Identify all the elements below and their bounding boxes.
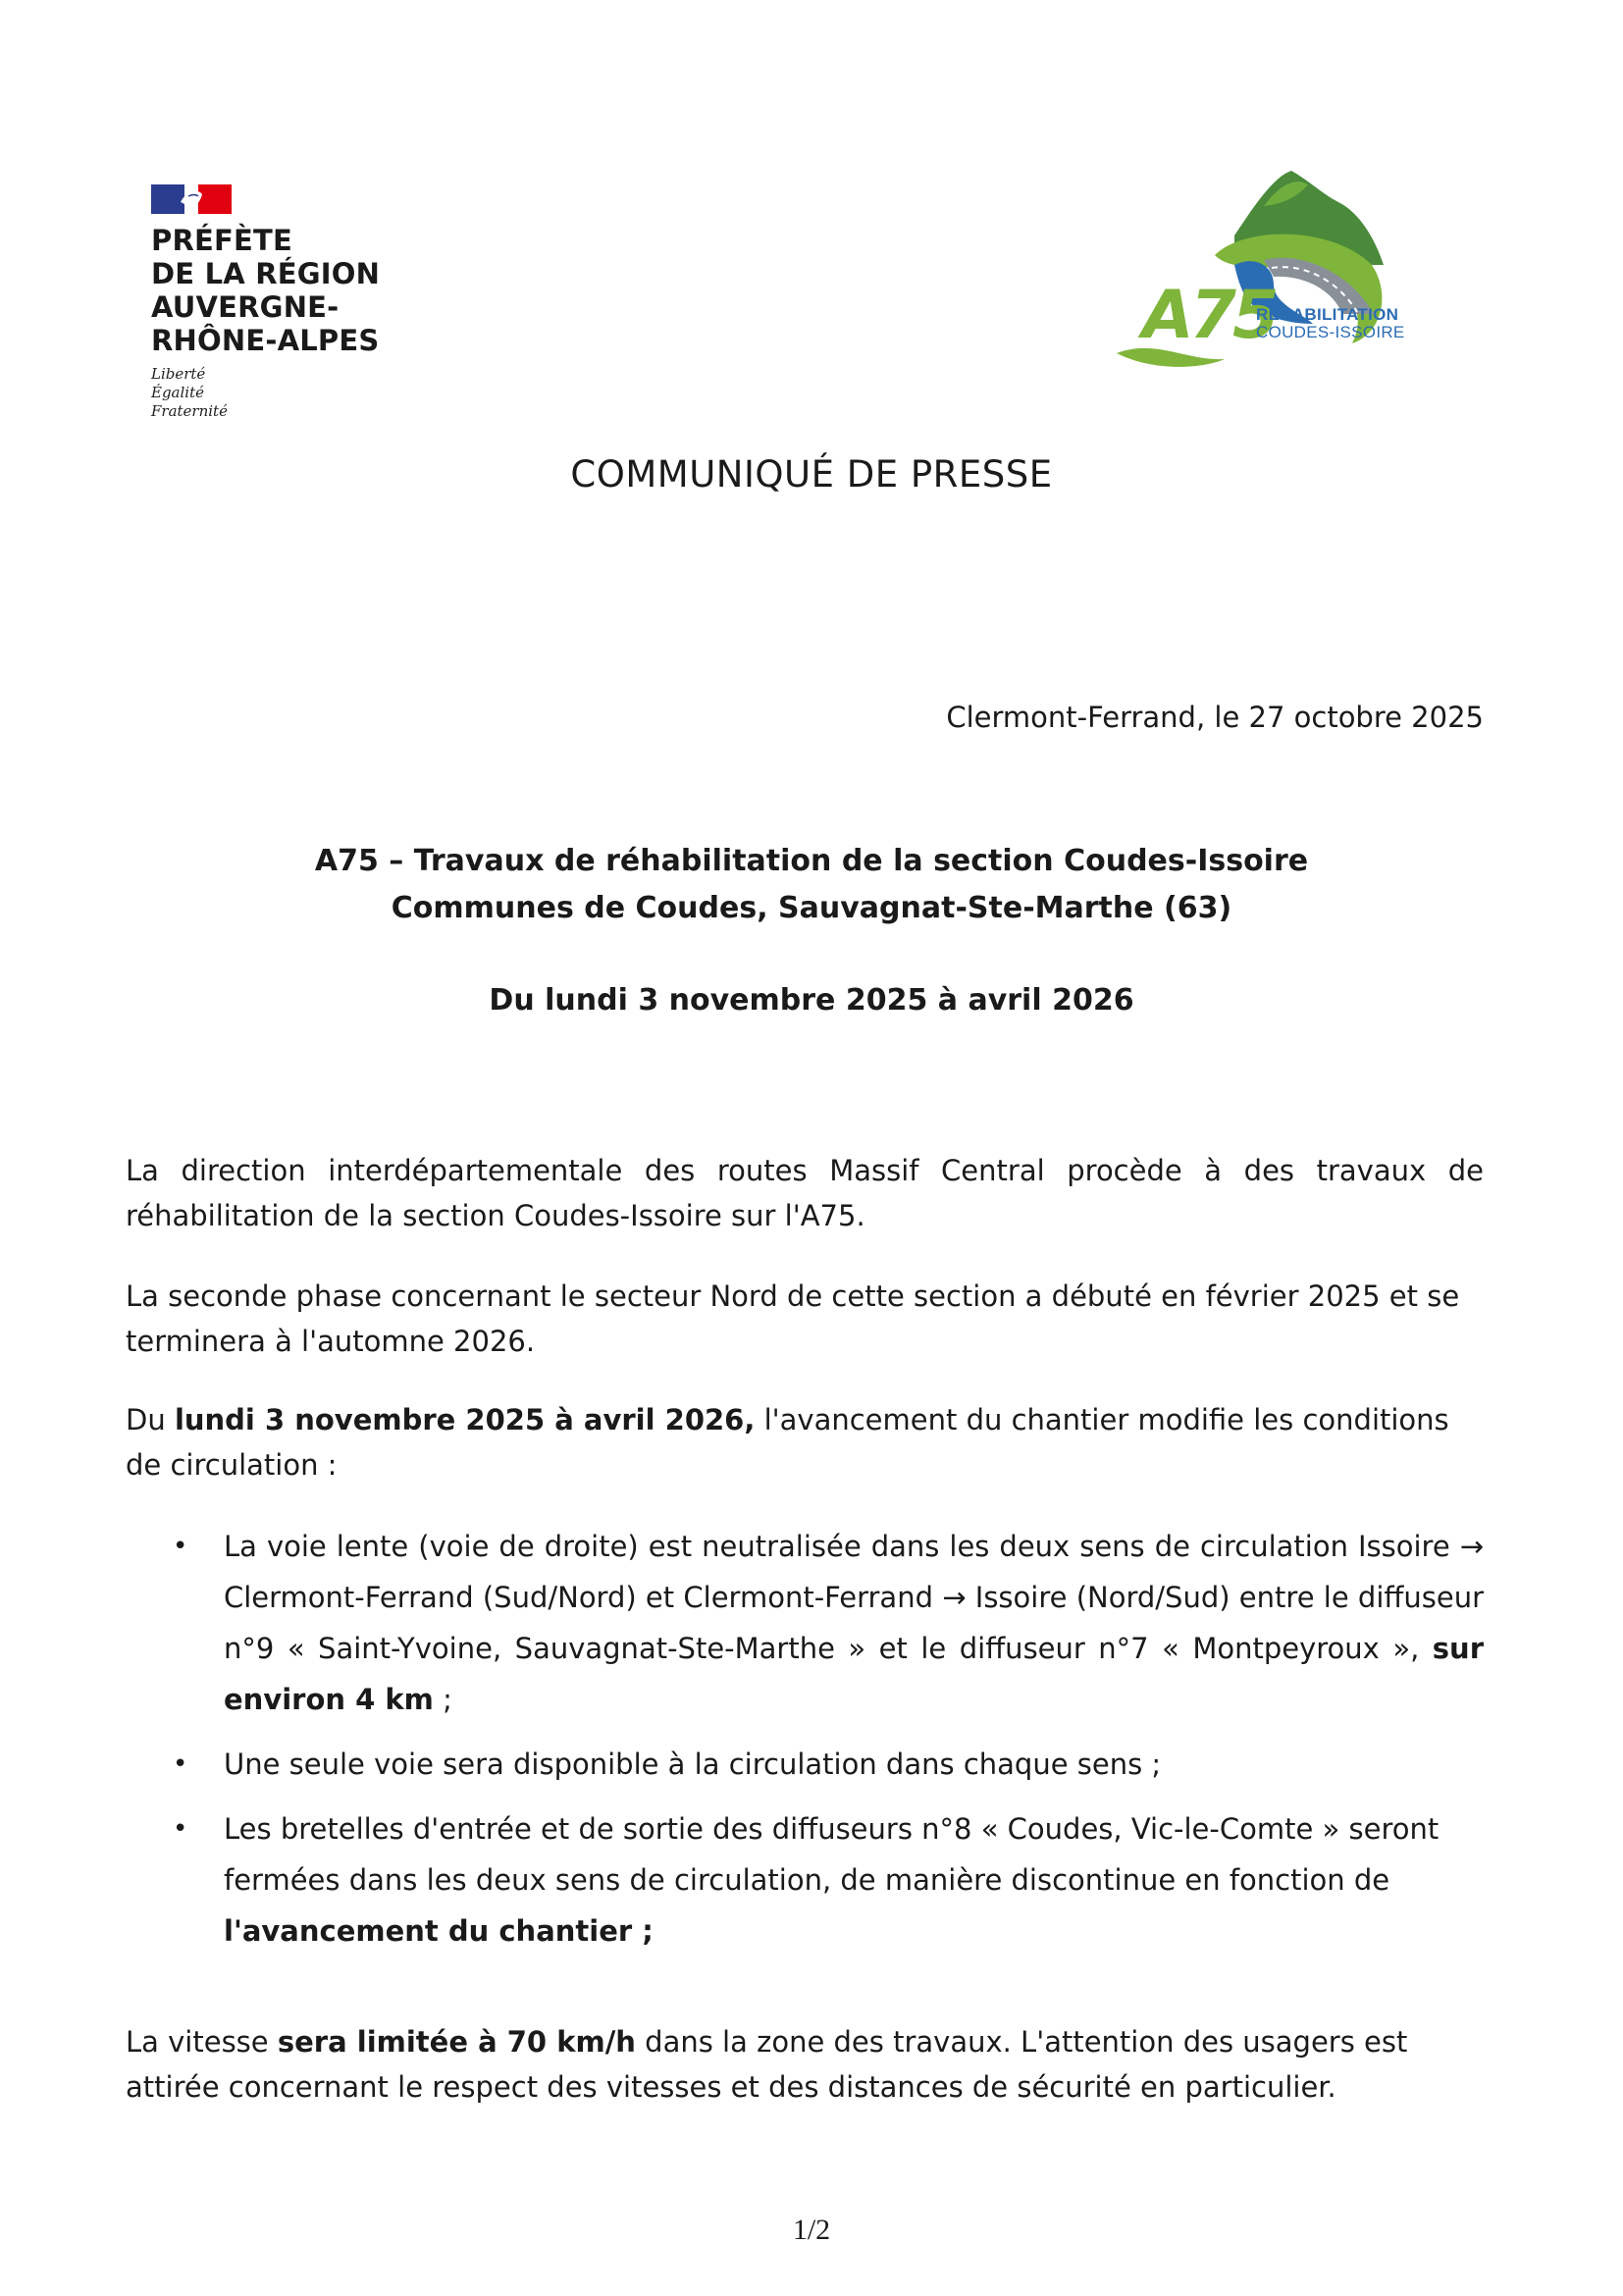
prefecture-name-line: DE LA RÉGION [151,257,381,290]
phase-paragraph: La seconde phase concernant le secteur Nord de cette section a débuté en février 2025 et se terminera à l'automne 2026. [126,1279,1460,1358]
bullet-icon: • [173,1749,188,1779]
prefecture-name-line: AUVERGNE- [151,290,340,324]
bullet-icon: • [173,1532,188,1561]
para4-bold: sera limitée à 70 km/h [277,2025,636,2059]
prefecture-name-line: RHÔNE-ALPES [151,324,380,357]
conditions-list [173,1521,1484,1957]
list-item [173,1739,1484,1790]
list-item-bold: l'avancement du chantier ; [224,1914,654,1948]
prefecture-block [151,183,406,421]
date-line: Clermont-Ferrand, le 27 octobre 2025 [946,701,1484,734]
intro-paragraph: La direction interdépartementale des routes Massif Central procède à des travaux de réhabilitation de la section Coudes-Issoire sur l'A75. [126,1154,1484,1232]
list-item [173,1521,1484,1725]
marianne-logo-icon [151,183,232,216]
para3-bold: lundi 3 novembre 2025 à avril 2026, [174,1403,756,1436]
conditions-paragraph [126,1397,1484,1487]
speed-limit-paragraph [126,2019,1484,2110]
para3-prefix: Du [126,1403,175,1436]
motto-line: Égalité [151,384,204,401]
period-heading: Du lundi 3 novembre 2025 à avril 2026 [489,983,1134,1018]
list-item-text: La voie lente (voie de droite) est neutralisée dans les deux sens de circulation Issoire → Clermont-Ferrand (Sud/Nord) et Clermont-Ferrand → Issoire (Nord/Sud) entre le diffuseur n°9 « Saint-Yvoine, Sauvagnat-Ste-Marthe » et le diffuseur n°7 « Montpeyroux », [224,1530,1484,1665]
a75-rehabilitation-logo [1117,167,1411,373]
list-item-bold: sur environ 4 km [224,1632,1484,1716]
para4-prefix: La vitesse [126,2025,278,2059]
motto-line: Liberté [151,365,206,383]
para3-suffix: l'avancement du chantier modifie les conditions de circulation : [126,1403,1449,1482]
page-number: 1/2 [792,2214,831,2246]
prefecture-name-line: PRÉFÈTE [151,224,293,257]
prefecture-name [151,224,406,357]
subject-heading: A75 – Travaux de réhabilitation de la section Coudes-Issoire [314,844,1309,878]
press-release-title: COMMUNIQUÉ DE PRESSE [570,453,1053,496]
logo-rehabilitation-text: RÉHABILITATION [1256,305,1399,324]
logo-a75-mark: A75 [1142,277,1276,354]
bullet-icon: • [173,1814,188,1844]
logo-section-text: COUDES-ISSOIRE [1256,323,1405,341]
list-item [173,1803,1484,1957]
communes-heading: Communes de Coudes, Sauvagnat-Ste-Marthe (63) [391,891,1232,925]
list-item-suffix: ; [433,1683,452,1716]
list-item-text: Une seule voie sera disponible à la circulation dans chaque sens ; [224,1748,1162,1781]
list-item-text: Les bretelles d'entrée et de sortie des diffuseurs n°8 « Coudes, Vic-le-Comte » seront fermées dans les deux sens de circulation, de manière discontinue en fonction de [224,1812,1440,1897]
republic-motto [151,365,406,421]
motto-line: Fraternité [151,402,228,420]
para4-suffix: dans la zone des travaux. L'attention des usagers est attirée concernant le respect des vitesses et des distances de sécurité en particulier. [126,2025,1408,2104]
